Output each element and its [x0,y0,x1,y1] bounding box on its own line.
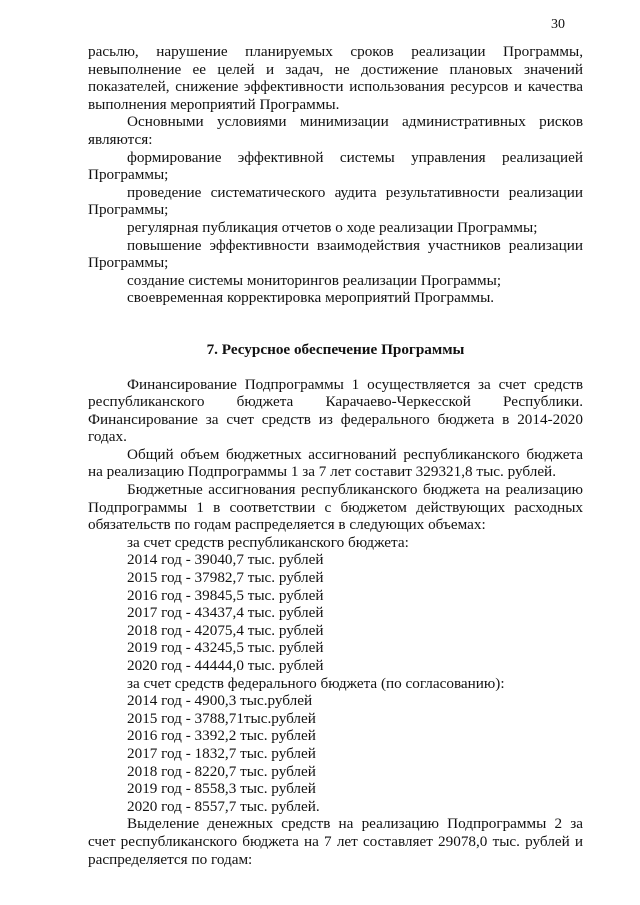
budget-line: 2014 год - 39040,7 тыс. рублей [127,551,324,569]
budget-line: 2015 год - 3788,71тыс.рублей [127,709,316,727]
list-item: проведение систематического аудита результативности реализации Программы; [88,183,583,219]
federal-budget-label: за счет средств федерального бюджета (по согласованию): [127,674,505,692]
paragraph: расьлю, нарушение планируемых сроков реализации Программы, невыполнение ее целей и задач, не достижение плановых значений показателей, снижение эффективности использования ресурсов и качества выполнения мероприятий Программы. [88,43,583,113]
budget-line: 2014 год - 4900,3 тыс.рублей [127,692,313,710]
budget-line: 2015 год - 37982,7 тыс. рублей [127,569,324,587]
list-item: формирование эффективной системы управления реализацией Программы; [88,148,583,184]
paragraph: Общий объем бюджетных ассигнований республиканского бюджета на реализацию Подпрограммы 1 за 7 лет составит 329321,8 тыс. рублей. [88,445,583,481]
budget-line: 2019 год - 8558,3 тыс. рублей [127,780,316,798]
paragraph: Финансирование Подпрограммы 1 осуществляется за счет средств республиканского бюджета Карачаево-Черкесской Республики. Финансирование за счет средств из федерального бюджета в 2014-2020 годах. [88,375,583,446]
list-item: повышение эффективности взаимодействия участников реализации Программы; [88,236,583,272]
paragraph: Выделение денежных средств на реализацию Подпрограммы 2 за счет республиканского бюджета на 7 лет составляет 29078,0 тыс. рублей и распределяется по годам: [88,815,583,868]
document-body [88,43,583,868]
list-item: создание системы мониторингов реализации Программы; [127,271,502,289]
paragraph: Бюджетные ассигнования республиканского бюджета на реализацию Подпрограммы 1 в соответствии с бюджетом действующих расходных обязательств по годам распределяется в следующих объемах: [88,481,583,534]
list-item: регулярная публикация отчетов о ходе реализации Программы; [127,218,538,236]
budget-line: 2018 год - 42075,4 тыс. рублей [127,621,324,639]
budget-line: 2017 год - 1832,7 тыс. рублей [127,744,316,762]
budget-line: 2016 год - 3392,2 тыс. рублей [127,727,316,745]
budget-line: 2020 год - 8557,7 тыс. рублей. [127,797,320,815]
list-item: своевременная корректировка мероприятий Программы. [127,289,495,307]
paragraph: Основными условиями минимизации административных рисков являются: [88,113,583,148]
budget-line: 2019 год - 43245,5 тыс. рублей [127,639,324,657]
page-number: 30 [551,17,565,32]
budget-line: 2017 год - 43437,4 тыс. рублей [127,604,324,622]
section-heading: 7. Ресурсное обеспечение Программы [206,340,465,358]
budget-line: 2020 год - 44444,0 тыс. рублей [127,657,324,674]
republican-budget-label: за счет средств республиканского бюджета: [127,533,409,551]
budget-line: 2016 год - 39845,5 тыс. рублей [127,586,324,604]
budget-line: 2018 год - 8220,7 тыс. рублей [127,762,316,780]
